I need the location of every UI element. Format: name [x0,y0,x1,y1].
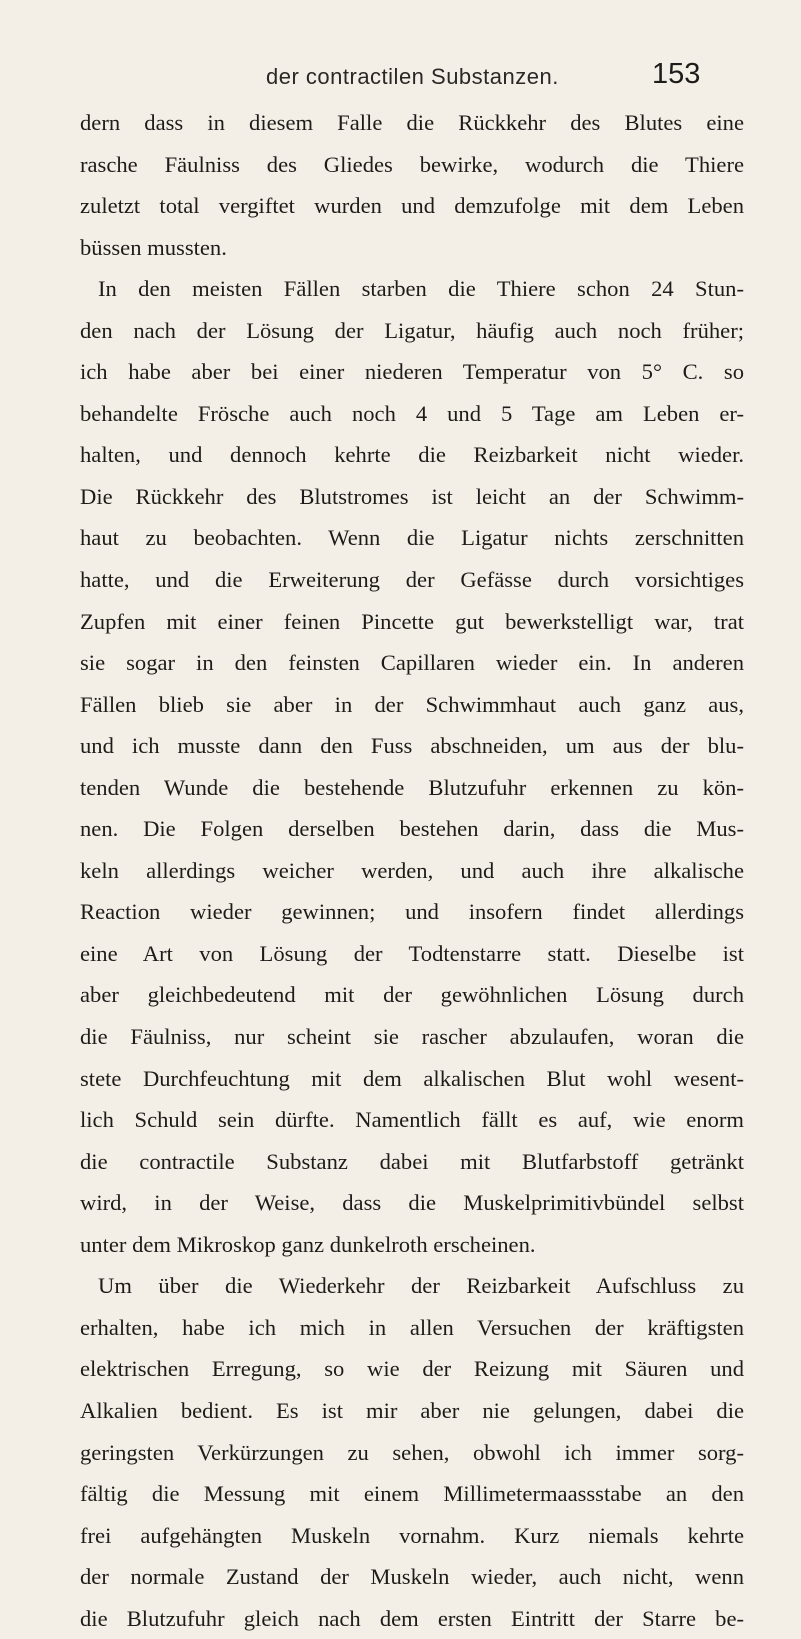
text-line: der normale Zustand der Muskeln wieder, auch nicht, wenn [80,1564,744,1590]
running-title: der contractilen Substanzen. [266,64,559,89]
text-line: ich habe aber bei einer niederen Temperatur von 5° C. so [80,359,744,385]
text-line: behandelte Frösche auch noch 4 und 5 Tage am Leben er- [80,400,744,426]
body-text [80,102,744,1639]
text-line: fältig die Messung mit einem Millimetermaassstabe an den [80,1481,744,1507]
text-line: Zupfen mit einer feinen Pincette gut bewerkstelligt war, trat [80,608,744,634]
text-line: tenden Wunde die bestehende Blutzufuhr erkennen zu kön- [80,774,744,800]
text-line: erhalten, habe ich mich in allen Versuchen der kräftigsten [80,1314,744,1340]
text-line: In den meisten Fällen starben die Thiere schon 24 Stun- [98,276,744,302]
text-line: zuletzt total vergiftet wurden und demzufolge mit dem Leben [80,193,744,219]
text-line: aber gleichbedeutend mit der gewöhnlichen Lösung durch [80,982,744,1008]
text-line: Fällen blieb sie aber in der Schwimmhaut auch ganz aus, [80,691,744,717]
text-line: den nach der Lösung der Ligatur, häufig auch noch früher; [80,317,744,343]
text-line: die Blutzufuhr gleich nach dem ersten Eintritt der Starre be- [80,1605,744,1631]
text-line: halten, und dennoch kehrte die Reizbarkeit nicht wieder. [80,442,744,468]
text-line: sie sogar in den feinsten Capillaren wieder ein. In anderen [80,650,744,676]
text-line: rasche Fäulniss des Gliedes bewirke, wodurch die Thiere [80,151,744,177]
text-line: frei aufgehängten Muskeln vornahm. Kurz niemals kehrte [80,1522,744,1548]
text-line: die Fäulniss, nur scheint sie rascher abzulaufen, woran die [80,1024,744,1050]
text-line: Die Rückkehr des Blutstromes ist leicht an der Schwimm- [80,483,744,509]
text-line: hatte, und die Erweiterung der Gefässe durch vorsichtiges [80,567,744,593]
text-line: stete Durchfeuchtung mit dem alkalischen Blut wohl wesent- [80,1065,744,1091]
text-line: eine Art von Lösung der Todtenstarre statt. Dieselbe ist [80,940,744,966]
text-line: büssen mussten. [80,234,227,260]
text-line: lich Schuld sein dürfte. Namentlich fällt es auf, wie enorm [80,1107,744,1133]
text-line: haut zu beobachten. Wenn die Ligatur nichts zerschnitten [80,525,744,551]
text-line: nen. Die Folgen derselben bestehen darin, dass die Mus- [80,816,744,842]
text-line: die contractile Substanz dabei mit Blutfarbstoff getränkt [80,1148,744,1174]
text-line: wird, in der Weise, dass die Muskelprimitivbündel selbst [80,1190,744,1216]
text-line: keln allerdings weicher werden, und auch ihre alkalische [80,857,744,883]
text-line: Um über die Wiederkehr der Reizbarkeit Aufschluss zu [98,1273,744,1299]
text-line: Reaction wieder gewinnen; und insofern findet allerdings [80,899,744,925]
page-number: 153 [652,58,701,90]
text-line: und ich musste dann den Fuss abschneiden, um aus der blu- [80,733,744,759]
text-line: elektrischen Erregung, so wie der Reizung mit Säuren und [80,1356,744,1382]
running-header [0,58,801,98]
text-line: geringsten Verkürzungen zu sehen, obwohl ich immer sorg- [80,1439,744,1465]
text-line: dern dass in diesem Falle die Rückkehr des Blutes eine [80,110,744,135]
text-line: Alkalien bedient. Es ist mir aber nie gelungen, dabei die [80,1397,744,1423]
text-line: unter dem Mikroskop ganz dunkelroth erscheinen. [80,1231,536,1257]
